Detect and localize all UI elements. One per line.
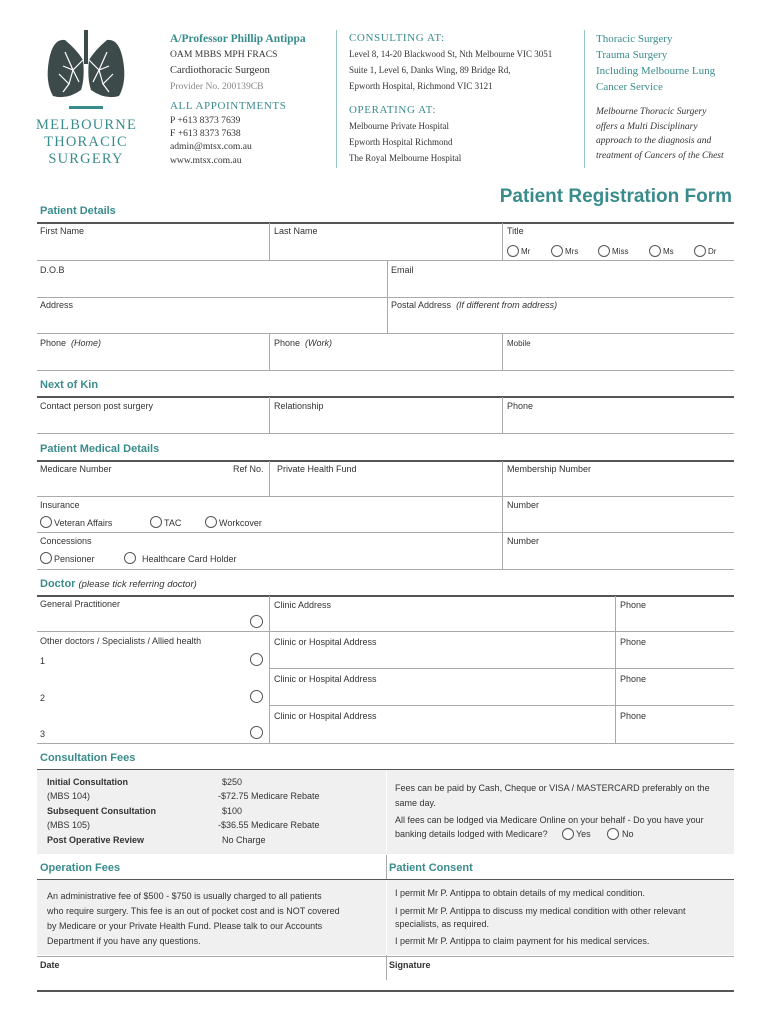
fee-initial-rebate: -$72.75 Medicare Rebate (218, 791, 320, 801)
divider (387, 261, 388, 298)
gp-clinic-address-field[interactable]: Clinic Address (274, 600, 332, 610)
consultation-fees-panel (37, 770, 734, 854)
membership-number-field[interactable]: Membership Number (507, 464, 592, 474)
insurance-number-field[interactable]: Number (507, 500, 540, 510)
doctor-2-phone-field[interactable]: Phone (620, 674, 647, 684)
divider (37, 595, 734, 597)
title-miss-radio[interactable] (598, 245, 610, 257)
healthcare-card-radio[interactable] (124, 552, 136, 564)
header-divider (336, 30, 337, 168)
consulting-line: Epworth Hospital, Richmond VIC 3121 (349, 81, 493, 91)
lungs-icon (43, 30, 129, 100)
operating-line: Epworth Hospital Richmond (349, 137, 453, 147)
fee-subsequent-label: Subsequent Consultation (47, 806, 156, 816)
private-health-fund-field[interactable]: Private Health Fund (277, 464, 357, 474)
fee-postop-amount: No Charge (222, 835, 266, 845)
gp-label: General Practitioner (40, 599, 121, 609)
phone-number: P +613 8373 7639 (170, 115, 241, 126)
divider (37, 333, 734, 334)
divider (37, 370, 734, 371)
address-field[interactable]: Address (40, 300, 74, 310)
doctor-quals: OAM MBBS MPH FRACS (170, 49, 278, 60)
title-mrs-radio[interactable] (551, 245, 563, 257)
divider (37, 260, 734, 261)
postal-address-label: Postal Address (391, 300, 452, 310)
payment-info: Fees can be paid by Cash, Cheque or VISA / MASTERCARD preferably on the (395, 783, 710, 793)
doctor-row-number: 3 (40, 729, 46, 739)
services-blurb: Melbourne Thoracic Surgery (596, 107, 707, 117)
section-medical-details: Patient Medical Details (40, 443, 160, 455)
section-doctor (40, 578, 197, 590)
fee-initial-amount: $250 (222, 777, 243, 787)
medicare-yes-radio[interactable] (562, 828, 574, 840)
divider (502, 397, 503, 433)
divider (37, 496, 734, 497)
divider (37, 433, 734, 434)
phone-home-field[interactable] (40, 338, 101, 348)
logo (36, 30, 136, 168)
title-option-label: Miss (612, 247, 629, 256)
doctor-2-address-field[interactable]: Clinic or Hospital Address (274, 674, 377, 684)
divider (37, 222, 734, 224)
letterhead (0, 0, 770, 180)
first-name-field[interactable]: First Name (40, 226, 85, 236)
form-title: Patient Registration Form (499, 186, 732, 207)
divider (386, 880, 387, 955)
logo-bar (69, 106, 103, 109)
fee-initial-label: Initial Consultation (47, 777, 128, 787)
divider (386, 770, 387, 854)
divider (37, 990, 734, 992)
operating-line: The Royal Melbourne Hospital (349, 153, 462, 163)
doctor-row-number: 2 (40, 693, 46, 703)
contact-person-field[interactable]: Contact person post surgery (40, 401, 154, 411)
relationship-field[interactable]: Relationship (274, 401, 324, 411)
operation-fees-text: An administrative fee of $500 - $750 is usually charged to all patients who require surgery. This fee is an out of pocket cost and is NOT covered by Medicare or your Private Health Fund. Please talk to our Accounts Department if you have any questions. (47, 891, 340, 946)
phone-work-note: (Work) (305, 338, 333, 348)
section-next-of-kin: Next of Kin (40, 379, 99, 391)
doctor-name: A/Professor Phillip Antippa (170, 33, 306, 45)
divider (37, 396, 734, 398)
services-blurb: approach to the diagnosis and (596, 136, 712, 146)
veteran-affairs-radio[interactable] (40, 516, 52, 528)
insurance-option-label: Workcover (219, 518, 262, 528)
concession-number-field[interactable]: Number (507, 536, 540, 546)
consulting-line: Level 8, 14-20 Blackwood St, Nth Melbourne VIC 3051 (349, 49, 553, 59)
services-blurb: treatment of Cancers of the Chest (596, 150, 724, 161)
title-label: Title (507, 226, 524, 236)
divider (37, 460, 734, 462)
phone-home-note: (Home) (71, 338, 102, 348)
section-patient-details: Patient Details (40, 205, 116, 217)
insurance-option-label: Veteran Affairs (54, 518, 113, 528)
section-consultation-fees: Consultation Fees (40, 752, 136, 764)
section-operation-fees: Operation Fees (40, 862, 121, 874)
consent-line: I permit Mr P. Antippa to claim payment for his medical services. (395, 936, 650, 946)
title-dr-radio[interactable] (694, 245, 706, 257)
service-line: Trauma Surgery (596, 49, 668, 61)
title-mr-radio[interactable] (507, 245, 519, 257)
website[interactable]: www.mtsx.com.au (170, 155, 242, 166)
doctor-1-address-field[interactable]: Clinic or Hospital Address (274, 637, 377, 647)
divider (502, 334, 503, 370)
fee-initial-mbs: (MBS 104) (47, 791, 91, 801)
consulting-info (349, 30, 581, 166)
gp-referring-radio[interactable] (250, 615, 263, 628)
divider (269, 668, 734, 669)
service-line: Thoracic Surgery (596, 33, 673, 45)
doctor-3-referring-radio[interactable] (250, 726, 263, 739)
divider (502, 461, 503, 569)
insurance-label: Insurance (40, 500, 80, 510)
doctor-info (170, 31, 340, 169)
insurance-option-label: TAC (164, 518, 182, 528)
other-doctors-label: Other doctors / Specialists / Allied health (40, 636, 202, 646)
doctor-role: Cardiothoracic Surgeon (170, 65, 270, 76)
phone-work-label: Phone (274, 338, 301, 348)
divider (37, 569, 734, 570)
doctor-3-address-field[interactable]: Clinic or Hospital Address (274, 711, 377, 721)
doctor-note: (please tick referring doctor) (78, 579, 197, 590)
medicare-yes-label: Yes (576, 829, 591, 839)
fee-subsequent-rebate: -$36.55 Medicare Rebate (218, 820, 320, 830)
operation-consent-panel (37, 880, 734, 955)
dob-field[interactable]: D.O.B (40, 265, 65, 275)
section-patient-consent: Patient Consent (389, 862, 473, 874)
title-option-label: Mr (521, 247, 531, 256)
tac-radio[interactable] (150, 516, 162, 528)
divider (269, 397, 270, 433)
medicare-number-field[interactable]: Medicare Number (40, 464, 112, 474)
title-option-label: Ms (663, 247, 674, 256)
fee-postop-label: Post Operative Review (47, 835, 145, 845)
email-address[interactable]: admin@mtsx.com.au (170, 141, 252, 152)
ref-number-field[interactable]: Ref No. (233, 464, 264, 474)
divider (387, 298, 388, 333)
mobile-field[interactable]: Mobile (507, 339, 531, 348)
divider (37, 532, 734, 533)
fax-number: F +613 8373 7638 (170, 128, 241, 139)
services-blurb: offers a Multi Disciplinary (596, 121, 698, 132)
divider (269, 705, 734, 706)
divider (269, 596, 270, 743)
consent-line: I permit Mr P. Antippa to discuss my medical condition with other relevant (395, 906, 686, 916)
logo-line-2: THORACIC (44, 134, 128, 150)
doctor-3-phone-field[interactable]: Phone (620, 711, 647, 721)
service-line: Cancer Service (596, 81, 663, 93)
logo-line-3: SURGERY (48, 151, 124, 167)
medicare-lodge-info: All fees can be lodged via Medicare Online on your behalf - Do you have your (395, 815, 704, 825)
phone-home-label: Phone (40, 338, 67, 348)
concession-option-label: Healthcare Card Holder (142, 554, 237, 564)
consulting-line: Suite 1, Level 6, Danks Wing, 89 Bridge Rd, (349, 65, 511, 75)
consent-line: specialists, as required. (395, 919, 490, 929)
operating-heading: OPERATING AT: (349, 104, 437, 116)
doctor-2-referring-radio[interactable] (250, 690, 263, 703)
divider (615, 596, 616, 743)
doctor-heading: Doctor (40, 578, 76, 590)
doctor-1-phone-field[interactable]: Phone (620, 637, 647, 647)
title-ms-radio[interactable] (649, 245, 661, 257)
postal-address-note: (If different from address) (456, 300, 558, 310)
services-info (596, 31, 746, 163)
divider (37, 743, 734, 744)
phone-work-field[interactable] (274, 338, 332, 348)
email-field[interactable]: Email (391, 265, 414, 275)
pensioner-radio[interactable] (40, 552, 52, 564)
operating-line: Melbourne Private Hospital (349, 121, 449, 131)
divider (269, 223, 270, 260)
divider (502, 223, 503, 260)
provider-number: Provider No. 200139CB (170, 81, 264, 92)
concessions-label: Concessions (40, 536, 92, 546)
divider (37, 631, 734, 632)
doctor-1-referring-radio[interactable] (250, 653, 263, 666)
doctor-row-number: 1 (40, 656, 46, 666)
concession-option-label: Pensioner (54, 554, 95, 564)
workcover-radio[interactable] (205, 516, 217, 528)
date-field[interactable]: Date (40, 960, 60, 970)
kin-phone-field[interactable]: Phone (507, 401, 534, 411)
divider (269, 461, 270, 496)
fee-subsequent-amount: $100 (222, 806, 243, 816)
consulting-heading: CONSULTING AT: (349, 32, 445, 44)
last-name-field[interactable]: Last Name (274, 226, 318, 236)
payment-info: same day. (395, 798, 436, 808)
appointments-heading: ALL APPOINTMENTS (170, 100, 287, 112)
title-option-label: Dr (708, 247, 717, 256)
medicare-lodge-info: banking details lodged with Medicare? (395, 829, 548, 839)
medicare-no-label: No (622, 829, 634, 839)
divider (37, 956, 734, 957)
service-line: Including Melbourne Lung (596, 65, 716, 77)
postal-address-field[interactable] (391, 300, 557, 310)
gp-phone-field[interactable]: Phone (620, 600, 647, 610)
title-option-label: Mrs (565, 247, 579, 256)
header-divider (584, 30, 585, 168)
fee-subsequent-mbs: (MBS 105) (47, 820, 91, 830)
divider (269, 334, 270, 370)
medicare-no-radio[interactable] (607, 828, 619, 840)
signature-field[interactable]: Signature (389, 960, 431, 970)
consent-line: I permit Mr P. Antippa to obtain details of my medical condition. (395, 888, 645, 898)
divider (37, 297, 734, 298)
logo-line-1: MELBOURNE (36, 117, 138, 133)
